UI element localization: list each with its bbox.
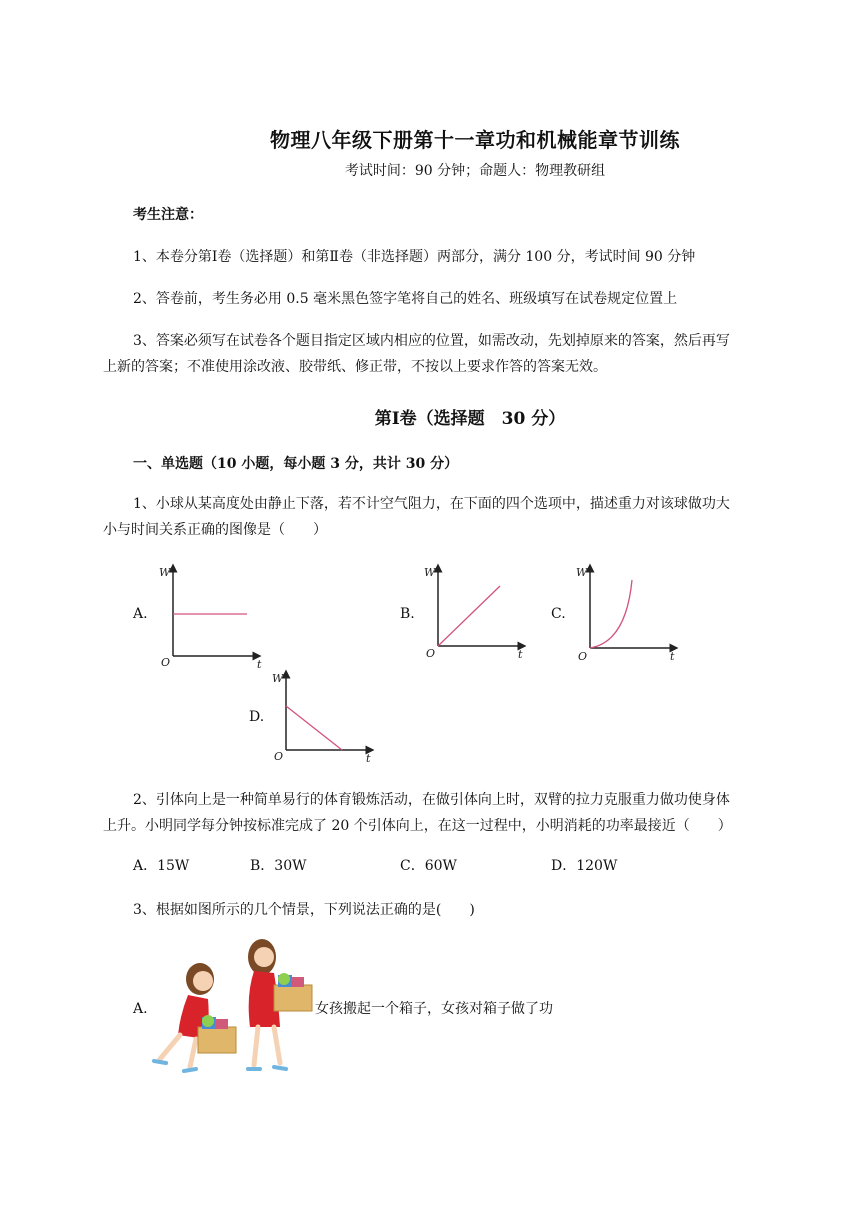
- y-axis-label: W: [424, 566, 436, 579]
- question-2-stem-continued: 上升。小明同学每分钟按标准完成了 20 个引体向上，在这一过程中，小明消耗的功率最接近（ ）: [103, 818, 732, 834]
- question-1-stem: 1、小球从某高度处由静止下落，若不计空气阻力，在下面的四个选项中，描述重力对该球做功大: [133, 496, 730, 512]
- origin-label: O: [274, 750, 284, 763]
- x-axis-label: t: [518, 648, 523, 661]
- y-axis-label: W: [576, 566, 588, 579]
- y-axis-label: W: [159, 566, 171, 579]
- origin-label: O: [161, 656, 171, 669]
- option-c[interactable]: C．60W: [400, 858, 457, 874]
- girl-bending: [154, 963, 236, 1071]
- graph-option-b: [420, 562, 530, 662]
- work-curve: [286, 706, 342, 750]
- option-c-label[interactable]: C.: [551, 606, 566, 622]
- question-1-stem-continued: 小与时间关系正确的图像是（ ）: [103, 522, 327, 538]
- graph-option-d: [270, 668, 380, 768]
- girl-lifting-box-illustration: [150, 935, 320, 1080]
- page-title: 物理八年级下册第十一章功和机械能章节训练: [270, 128, 680, 152]
- graph-option-a: [155, 562, 265, 672]
- notice-heading: 考生注意：: [133, 207, 203, 223]
- origin-label: O: [426, 647, 436, 660]
- question-3-stem: 3、根据如图所示的几个情景，下列说法正确的是( ): [133, 902, 475, 918]
- option-a-text: 女孩搬起一个箱子，女孩对箱子做了功: [315, 1001, 553, 1017]
- notice-item-continued: 上新的答案；不准使用涂改液、胶带纸、修正带，不按以上要求作答的答案无效。: [103, 359, 607, 375]
- exam-info: 考试时间：90 分钟；命题人：物理教研组: [344, 163, 606, 179]
- x-axis-label: t: [257, 658, 262, 671]
- work-curve: [590, 580, 632, 648]
- x-axis-label: t: [366, 752, 371, 765]
- y-axis-label: W: [272, 672, 284, 685]
- option-d[interactable]: D．120W: [551, 858, 618, 874]
- notice-item: 2、答卷前，考生务必用 0.5 毫米黑色签字笔将自己的姓名、班级填写在试卷规定位置上: [133, 291, 678, 307]
- option-a-label[interactable]: A.: [133, 1001, 148, 1017]
- option-a-label[interactable]: A.: [133, 606, 148, 622]
- x-axis-label: t: [670, 650, 675, 663]
- origin-label: O: [578, 650, 588, 663]
- girl-standing: [248, 939, 312, 1069]
- option-a[interactable]: A．15W: [133, 858, 190, 874]
- section-title: 第Ⅰ卷（选择题 30 分）: [374, 409, 566, 429]
- option-d-label[interactable]: D.: [249, 709, 265, 725]
- work-curve: [438, 586, 500, 646]
- option-b-label[interactable]: B.: [400, 606, 415, 622]
- question-2-stem: 2、引体向上是一种简单易行的体育锻炼活动，在做引体向上时，双臂的拉力克服重力做功使身体: [133, 792, 730, 808]
- notice-item: 3、答案必须写在试卷各个题目指定区域内相应的位置，如需改动，先划掉原来的答案，然后再写: [133, 333, 730, 349]
- graph-option-c: [574, 562, 684, 667]
- part-title: 一、单选题（10 小题，每小题 3 分，共计 30 分）: [133, 456, 459, 472]
- option-b[interactable]: B．30W: [250, 858, 307, 874]
- notice-item: 1、本卷分第Ⅰ卷（选择题）和第Ⅱ卷（非选择题）两部分，满分 100 分，考试时间 90 分钟: [133, 249, 696, 265]
